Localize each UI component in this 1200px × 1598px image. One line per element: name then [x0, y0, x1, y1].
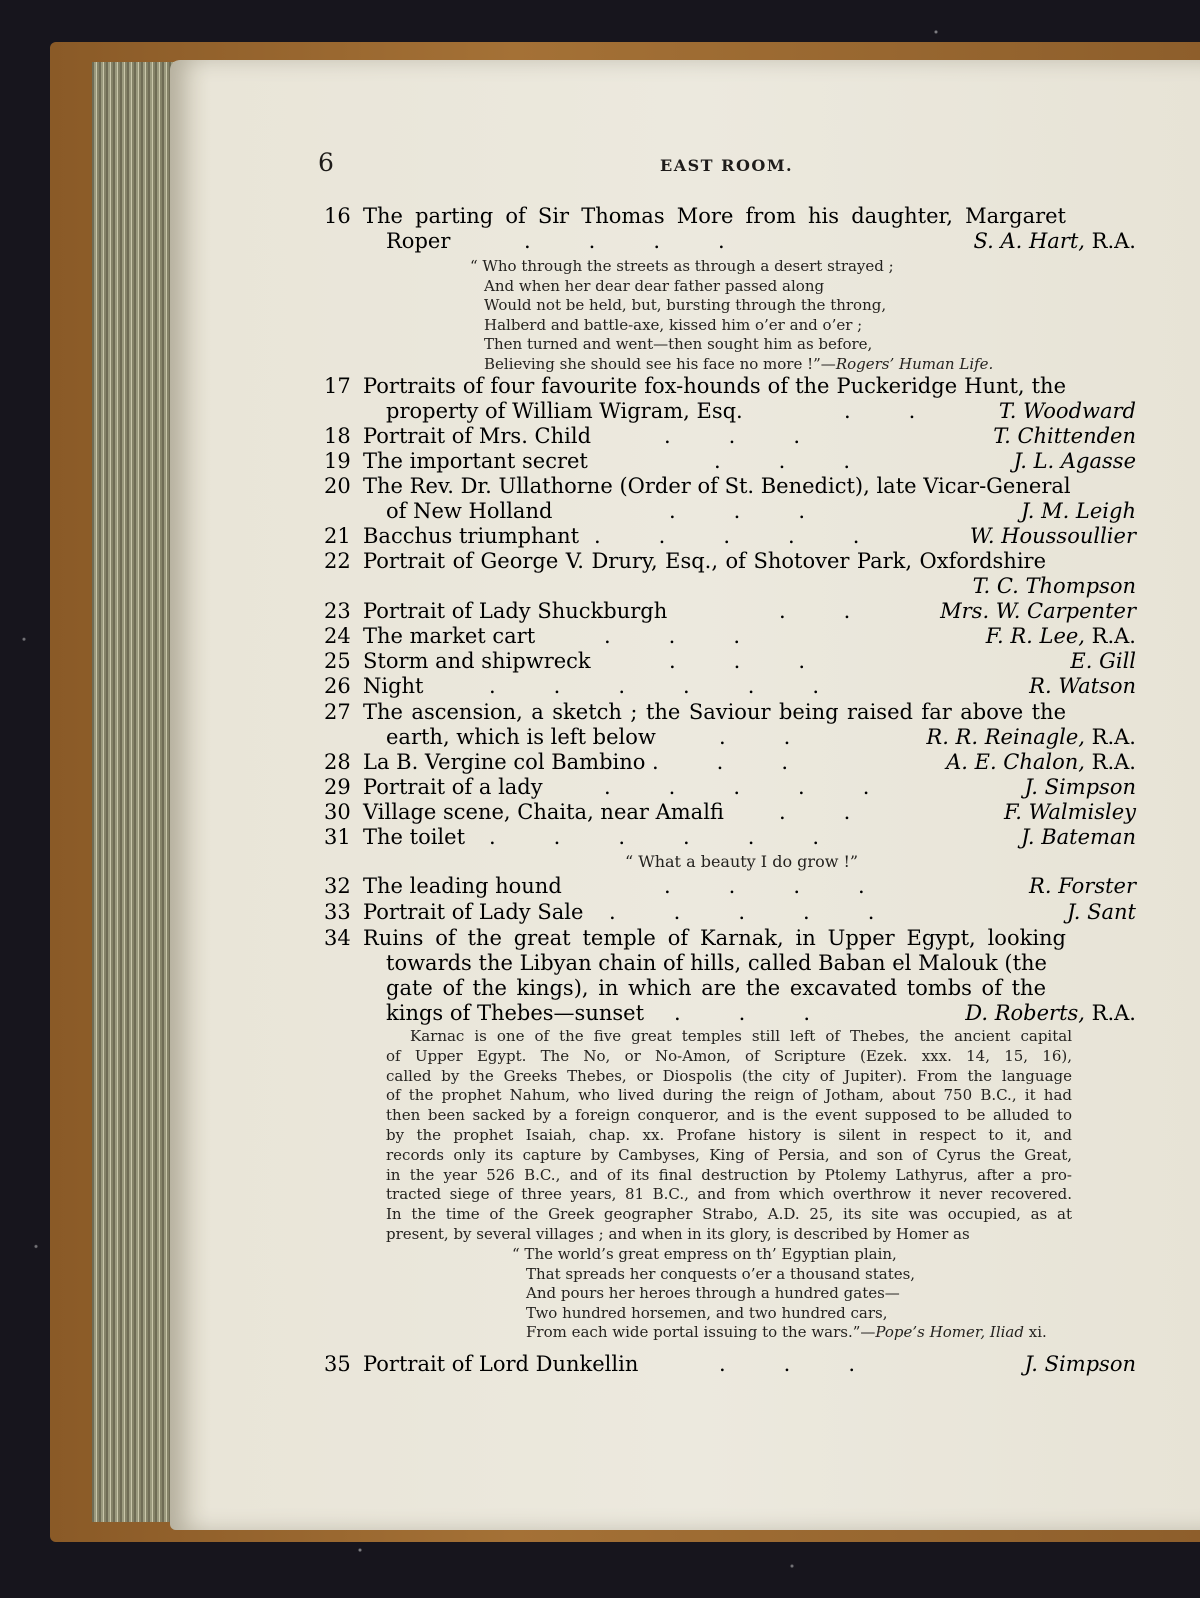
entry-title: The market cart	[363, 624, 536, 648]
entry-title: Portrait of Lady Sale	[363, 900, 584, 924]
quote-source: Pope’s Homer, Iliad	[875, 1323, 1024, 1342]
catalogue-entry	[324, 674, 1136, 699]
quote-line: And pours her heroes through a hundred gates—	[526, 1284, 900, 1303]
leader-dots: ...	[664, 424, 859, 448]
entry-number: 34	[324, 926, 351, 950]
catalogue-entry	[324, 449, 1136, 474]
entry-title: Bacchus triumphant	[363, 524, 580, 548]
catalogue-entry	[324, 700, 1136, 750]
entry-title-continued: towards the Libyan chain of hills, called Baban el Malouk (the	[386, 951, 1047, 975]
catalogue-entry	[324, 825, 1136, 850]
leader-dots: ....	[524, 229, 783, 253]
entry-artist: E. Gill	[1070, 649, 1136, 673]
entry-number: 21	[324, 524, 351, 548]
catalogue-entry	[324, 624, 1136, 649]
entry-number: 32	[324, 874, 351, 898]
leader-dots: ..	[779, 800, 909, 824]
leader-dots: ...	[674, 1001, 869, 1025]
entry-artist: J. L. Agasse	[1013, 449, 1136, 473]
entry-artist: A. E. Chalon, R.A.	[946, 750, 1136, 774]
entry-title: Village scene, Chaita, near Amalfi	[363, 800, 724, 824]
quote-line: And when her dear dear father passed along	[484, 276, 825, 295]
quote-line: Believing she should see his face no more !”—Rogers’ Human Life.	[484, 354, 994, 373]
leader-dots: ...	[652, 750, 847, 774]
entry-artist: R. R. Reinagle, R.A.	[926, 725, 1136, 749]
catalogue-entry	[324, 204, 1136, 254]
quote-line: Then turned and went—then sought him as before,	[484, 335, 873, 354]
entry-artist: J. M. Leigh	[1020, 499, 1136, 523]
leader-dots: ...	[714, 449, 909, 473]
entry-number: 33	[324, 900, 351, 924]
note-line: Karnac is one of the five great temples still left of Thebes, the ancient capital	[410, 1027, 1072, 1045]
entry-number: 29	[324, 775, 351, 799]
note-line: by the prophet Isaiah, chap. xx. Profane history is silent in respect to it, and	[386, 1125, 1072, 1144]
entry-artist: T. Chittenden	[993, 424, 1136, 448]
leader-dots: ..	[844, 399, 974, 423]
leader-dots: .....	[609, 900, 933, 924]
quote-line: “ Who through the streets as through a desert strayed ;	[470, 257, 894, 275]
quote-line: That spreads her conquests o’er a thousand states,	[526, 1264, 916, 1283]
entry-title-continued: of New Holland	[386, 499, 553, 523]
catalogue-entry	[324, 1352, 1136, 1377]
leader-dots: ......	[489, 674, 878, 698]
entry-title: Portrait of Lord Dunkellin	[363, 1352, 639, 1376]
entry-title: The leading hound	[363, 874, 562, 898]
leader-dots: ...	[669, 499, 864, 523]
note-line: then been sacked by a foreign conqueror, and is the event supposed to be alluded to	[386, 1106, 1072, 1125]
catalogue-entry	[324, 800, 1136, 825]
entry-artist: D. Roberts, R.A.	[965, 1001, 1136, 1025]
entry-artist: F. R. Lee, R.A.	[985, 624, 1136, 648]
entry-number: 17	[324, 374, 351, 398]
entry-artist: R. Forster	[1029, 874, 1136, 898]
note-line: of the prophet Nahum, who lived during the reign of Jotham, about 750 B.C., it had	[386, 1086, 1072, 1105]
leader-dots: ...	[719, 1352, 914, 1376]
note-line: records only its capture by Cambyses, King of Persia, and son of Cyrus the Great,	[386, 1145, 1072, 1164]
catalogue-entry	[324, 900, 1136, 925]
page-number: 6	[318, 148, 334, 177]
verse-quote	[512, 1245, 1047, 1343]
entry-title-continued: gate of the kings), in which are the excavated tombs of the	[386, 976, 1046, 1000]
entry-number: 16	[324, 204, 351, 228]
entry-title: Night	[363, 674, 424, 698]
note-line: in the year 526 B.C., and of its final destruction by Ptolemy Lathyrus, after a pro-	[386, 1165, 1072, 1184]
entry-artist: T. C. Thompson	[972, 574, 1136, 598]
quote-line: From each wide portal issuing to the wars.”—Pope’s Homer, Iliad xi.	[526, 1323, 1047, 1342]
entry-title: The Rev. Dr. Ullathorne (Order of St. Benedict), late Vicar-General	[363, 474, 1071, 498]
catalogue-entry	[324, 424, 1136, 449]
entry-artist: Mrs. W. Carpenter	[940, 599, 1136, 623]
running-head: EAST ROOM.	[660, 156, 794, 175]
entry-number: 27	[324, 700, 351, 724]
leader-dots: ..	[719, 725, 849, 749]
leader-dots: .....	[594, 524, 918, 548]
catalogue-entry	[324, 775, 1136, 800]
note-line: called by the Greeks Thebes, or Diospolis (the city of Jupiter). From the language	[386, 1066, 1072, 1085]
entry-title: Portrait of George V. Drury, Esq., of Shotover Park, Oxfordshire	[363, 549, 1046, 573]
entry-title: The toilet	[363, 825, 466, 849]
entry-title: Portrait of Lady Shuckburgh	[363, 599, 668, 623]
entry-artist: J. Bateman	[1021, 825, 1136, 849]
catalogue-entry	[324, 926, 1136, 1026]
entry-number: 22	[324, 549, 351, 573]
quote-line: Two hundred horsemen, and two hundred cars,	[526, 1303, 888, 1322]
quote-line: “ The world’s great empress on th’ Egyptian plain,	[512, 1245, 897, 1263]
catalogue-entry	[324, 524, 1136, 549]
note-line: of Upper Egypt. The No, or No-Amon, of Scripture (Ezek. xxx. 14, 15, 16),	[386, 1046, 1072, 1065]
entry-title: Ruins of the great temple of Karnak, in Upper Egypt, looking	[363, 926, 1066, 950]
catalogue-entry	[324, 374, 1136, 424]
leader-dots: ..	[779, 599, 909, 623]
entry-title-continued: Roper	[386, 229, 451, 253]
entry-artist: J. Sant	[1066, 900, 1136, 924]
quote-source: Rogers’ Human Life.	[835, 354, 994, 373]
entry-title: Portrait of a lady	[363, 775, 543, 799]
catalogue-entry	[324, 549, 1136, 599]
entry-title: Portrait of Mrs. Child	[363, 424, 592, 448]
quote-line: Would not be held, but, bursting through the throng,	[484, 296, 887, 315]
descriptive-note	[386, 1027, 1072, 1245]
catalogue-entry	[324, 874, 1136, 899]
entry-title: Storm and shipwreck	[363, 649, 591, 673]
entry-artist: J. Simpson	[1024, 775, 1136, 799]
catalogue-entry	[324, 750, 1136, 775]
entry-number: 23	[324, 599, 351, 623]
note-line: present, by several villages ; and when in its glory, is described by Homer as	[386, 1224, 970, 1243]
entry-title-continued: earth, which is left below	[386, 725, 656, 749]
entry-artist: S. A. Hart, R.A.	[973, 229, 1136, 253]
leader-dots: ......	[489, 825, 878, 849]
leader-dots: ....	[664, 874, 923, 898]
entry-artist: J. Simpson	[1024, 1352, 1136, 1376]
entry-title-continued: property of William Wigram, Esq.	[386, 399, 743, 423]
catalogue-entry	[324, 649, 1136, 674]
entry-artist: F. Walmisley	[1003, 800, 1136, 824]
entry-number: 26	[324, 674, 351, 698]
entry-number: 35	[324, 1352, 351, 1376]
quote-line: Halberd and battle-axe, kissed him o’er and o’er ;	[484, 315, 863, 334]
entry-title: The important secret	[363, 449, 588, 473]
entry-artist: R. Watson	[1029, 674, 1136, 698]
note-line: In the time of the Greek geographer Strabo, A.D. 25, its site was occupied, as at	[386, 1205, 1072, 1224]
entry-artist: T. Woodward	[998, 399, 1136, 423]
entry-number: 18	[324, 424, 351, 448]
leader-dots: .....	[604, 775, 928, 799]
entry-number: 19	[324, 449, 351, 473]
entry-number: 31	[324, 825, 351, 849]
catalogue-entry	[324, 599, 1136, 624]
entry-number: 28	[324, 750, 351, 774]
entry-title: The parting of Sir Thomas More from his daughter, Margaret	[363, 204, 1066, 228]
entry-number: 24	[324, 624, 351, 648]
entry-title: Portraits of four favourite fox-hounds of the Puckeridge Hunt, the	[363, 374, 1066, 398]
entry-title: La B. Vergine col Bambino	[363, 750, 646, 774]
entry-title-continued: kings of Thebes—sunset	[386, 1001, 645, 1025]
entry-title: The ascension, a sketch ; the Saviour being raised far above the	[363, 700, 1066, 724]
entry-artist: W. Houssoullier	[969, 524, 1136, 548]
entry-quote: “ What a beauty I do grow !”	[625, 852, 859, 871]
leader-dots: ...	[604, 624, 799, 648]
note-line: tracted siege of three years, 81 B.C., and from which overthrow it never recovered.	[386, 1185, 1072, 1204]
entry-number: 20	[324, 474, 351, 498]
catalogue-entry	[324, 474, 1136, 524]
leader-dots: ...	[669, 649, 864, 673]
entry-number: 25	[324, 649, 351, 673]
verse-quote	[470, 257, 993, 375]
entry-number: 30	[324, 800, 351, 824]
